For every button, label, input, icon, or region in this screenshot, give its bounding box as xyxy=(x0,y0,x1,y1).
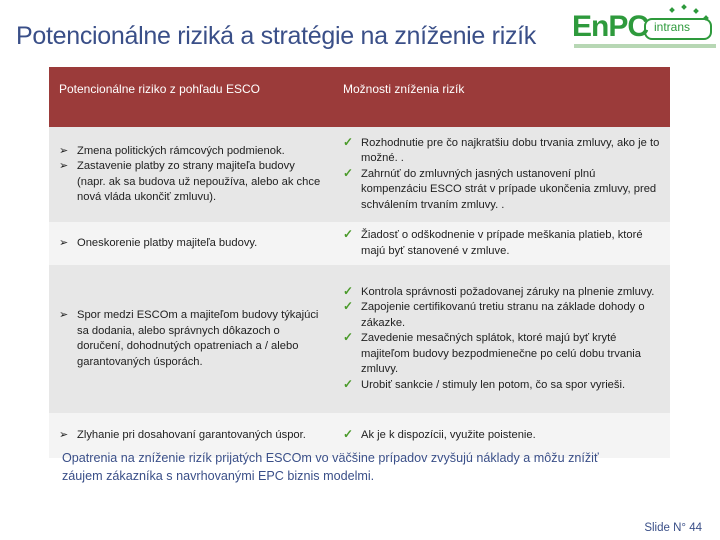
mitigation-text: Zahrnúť do zmluvných jasných ustanovení plnú kompenzáciu ESCO strát v prípade ukončenia zmluvy, pred schválením trvaním zmluvy. . xyxy=(361,167,657,211)
mitigation-cell xyxy=(333,222,670,265)
check-bullet-icon: ✓ xyxy=(343,165,354,180)
risk-item xyxy=(59,144,323,160)
mitigation-item xyxy=(343,167,660,214)
risk-text: Zastavenie platby zo strany majiteľa budovy (napr. ak sa budova už nepoužíva, alebo ak chce nová vláda ukončiť zmluvu). xyxy=(77,160,321,203)
risk-cell xyxy=(49,127,333,222)
mitigation-text: Zapojenie certifikovanú tretiu stranu na základe dohody o zákazke. xyxy=(361,301,645,329)
mitigation-item xyxy=(343,228,660,259)
mitigation-text: Rozhodnutie pre čo najkratšiu dobu trvania zmluvy, ako je to možné. . xyxy=(361,136,660,165)
mitigation-item xyxy=(343,378,660,394)
logo-word: EnPC xyxy=(572,10,649,43)
risk-item xyxy=(59,428,323,444)
check-bullet-icon: ✓ xyxy=(343,426,354,441)
mitigation-item xyxy=(343,300,660,331)
mitigation-text: Ak je k dispozícii, využite poistenie. xyxy=(361,428,536,441)
header-mitigation: Možnosti zníženia rizík xyxy=(333,67,670,127)
risk-item xyxy=(59,159,323,206)
star-icon xyxy=(693,8,699,14)
mitigation-text: Zavedenie mesačných splátok, ktoré majú byť kryté majiteľom budovy bezpodmienečne po celú dobu trvania zmluvy. xyxy=(361,332,642,376)
risk-cell xyxy=(49,222,333,265)
risk-text: Zlyhanie pri dosahovaní garantovaných úspor. xyxy=(77,428,306,441)
mitigation-text: Kontrola správnosti požadovanej záruky na plnenie zmluvy. xyxy=(361,285,655,298)
mitigation-text: Žiadosť o odškodnenie v prípade meškania platieb, ktoré majú byť stanovené v zmluve. xyxy=(361,229,643,257)
mitigation-item xyxy=(343,428,660,444)
arrow-bullet-icon: ➢ xyxy=(59,309,69,321)
header-risk: Potencionálne riziko z pohľadu ESCO xyxy=(49,67,333,127)
check-bullet-icon: ✓ xyxy=(343,134,354,149)
check-bullet-icon: ✓ xyxy=(343,227,354,241)
risk-cell xyxy=(49,265,333,413)
logo-badge xyxy=(644,18,712,40)
risk-item xyxy=(59,236,323,252)
arrow-bullet-icon: ➢ xyxy=(59,160,69,172)
risk-text: Oneskorenie platby majiteľa budovy. xyxy=(77,236,258,249)
risk-text: Zmena politických rámcových podmienok. xyxy=(77,144,285,157)
logo-badge-text: intrans xyxy=(654,20,691,34)
arrow-bullet-icon: ➢ xyxy=(59,144,69,157)
risk-text: Spor medzi ESCOm a majiteľom budovy týkajúci sa dodania, alebo správnych dôkazoch o doručení, dohodnutých opatreniach a / alebo garantovaných úsporách. xyxy=(77,309,319,368)
footer-note: Opatrenia na zníženie rizík prijatých ESCOm vo väčšine prípadov zvyšujú náklady a môžu znížiť záujem zákazníka s navrhovanými EPC biznis modelmi. xyxy=(62,451,599,483)
table-row xyxy=(49,127,670,222)
mitigation-item xyxy=(343,285,660,301)
table-row xyxy=(49,222,670,265)
mitigation-cell xyxy=(333,127,670,222)
check-bullet-icon: ✓ xyxy=(343,376,354,391)
table-header-row xyxy=(49,67,670,127)
star-icon xyxy=(669,7,675,13)
mitigation-item xyxy=(343,331,660,378)
check-bullet-icon: ✓ xyxy=(343,330,354,345)
arrow-bullet-icon: ➢ xyxy=(59,236,69,249)
risk-item xyxy=(59,308,323,370)
table-row xyxy=(49,265,670,413)
slide-number: Slide N° 44 xyxy=(644,522,702,534)
arrow-bullet-icon: ➢ xyxy=(59,428,69,441)
mitigation-item xyxy=(343,136,660,167)
star-icon xyxy=(681,4,687,10)
logo-tagline xyxy=(574,44,716,48)
risk-table xyxy=(49,67,670,458)
check-bullet-icon: ✓ xyxy=(343,299,354,314)
slide-title: Potencionálne riziká a stratégie na zníženie rizík xyxy=(16,22,537,50)
enpc-intrans-logo xyxy=(572,6,718,52)
mitigation-text: Urobiť sankcie / stimuly len potom, čo sa spor vyrieši. xyxy=(361,378,626,391)
mitigation-cell xyxy=(333,265,670,413)
check-bullet-icon: ✓ xyxy=(343,283,354,298)
